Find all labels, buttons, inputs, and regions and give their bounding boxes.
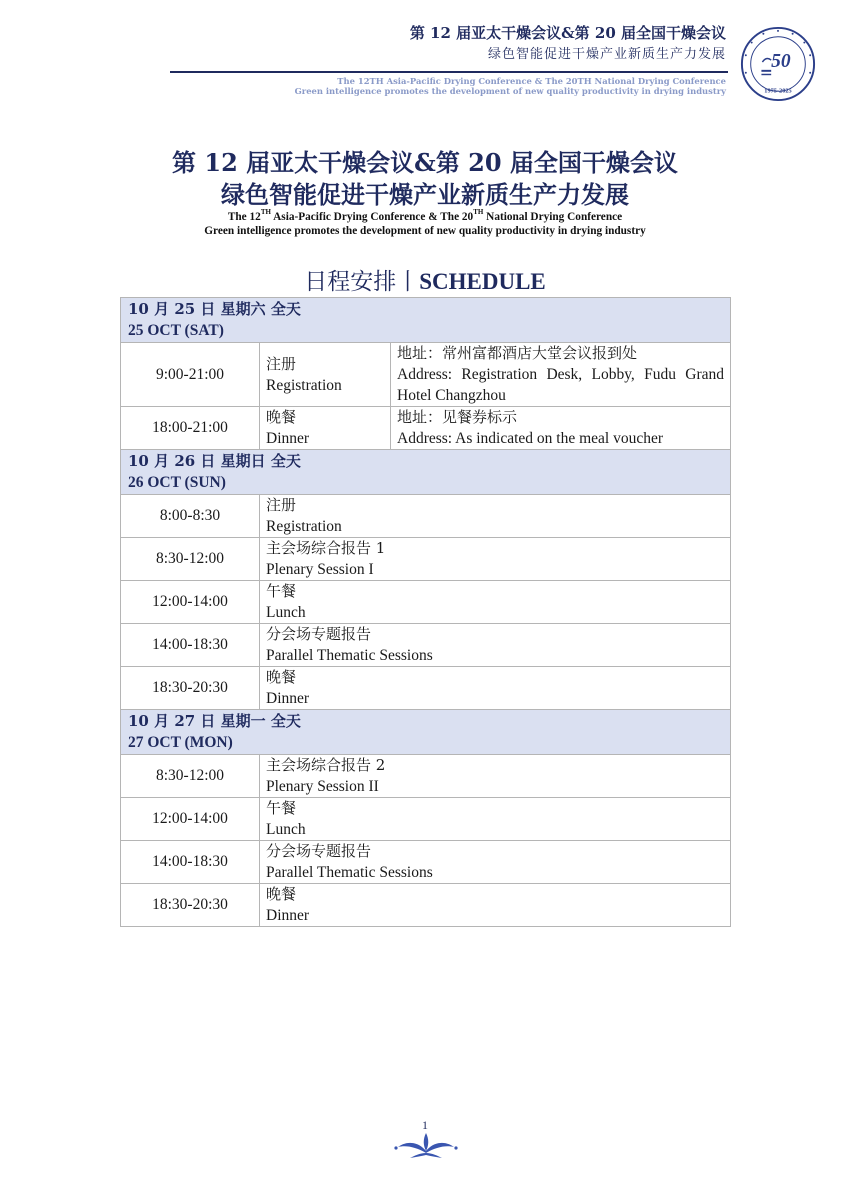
table-row	[121, 624, 731, 667]
page-number: 1	[422, 1118, 428, 1132]
table-row	[121, 841, 731, 884]
session-activity: 主会场综合报告 2 Plenary Session II	[260, 755, 731, 798]
day-header-row	[121, 710, 731, 755]
session-activity: 主会场综合报告 1 Plenary Session I	[260, 538, 731, 581]
title-cn-line1: 第 12 届亚太干燥会议&第 20 届全国干燥会议	[172, 148, 678, 177]
session-activity: 晚餐 Dinner	[260, 667, 731, 710]
day-header: 10 月 26 日 星期日 全天 26 OCT (SUN)	[121, 450, 731, 495]
table-row	[121, 495, 731, 538]
session-time: 18:30-20:30	[121, 884, 260, 927]
day-header-row	[121, 298, 731, 343]
header-rule	[170, 71, 728, 73]
logo-years: 1975-2025	[764, 87, 792, 95]
session-activity: 晚餐 Dinner	[260, 884, 731, 927]
session-time: 8:00-8:30	[121, 495, 260, 538]
table-row	[121, 343, 731, 407]
session-time: 14:00-18:30	[121, 624, 260, 667]
table-row	[121, 407, 731, 450]
schedule-table	[120, 297, 731, 927]
header-subtitle-cn: 绿色智能促进干燥产业新质生产力发展	[487, 47, 726, 62]
session-time: 12:00-14:00	[121, 581, 260, 624]
session-time: 9:00-21:00	[121, 343, 260, 407]
session-time: 18:30-20:30	[121, 667, 260, 710]
session-activity: 分会场专题报告 Parallel Thematic Sessions	[260, 624, 731, 667]
table-row	[121, 884, 731, 927]
title-cn-line2: 绿色智能促进干燥产业新质生产力发展	[221, 180, 629, 209]
session-activity: 午餐 Lunch	[260, 581, 731, 624]
session-activity: 午餐 Lunch	[260, 798, 731, 841]
session-time: 8:30-12:00	[121, 538, 260, 581]
session-activity: 晚餐 Dinner	[260, 407, 391, 450]
title-en-line2: Green intelligence promotes the development of new quality productivity in drying industry	[204, 225, 646, 237]
day-header: 10 月 27 日 星期一 全天 27 OCT (MON)	[121, 710, 731, 755]
session-time: 8:30-12:00	[121, 755, 260, 798]
day-header-row	[121, 450, 731, 495]
session-address: 地址：常州富都酒店大堂会议报到处 Address: Registration Desk, Lobby, Fudu Grand Hotel Changzhou	[391, 343, 731, 407]
header-title-en: The 12TH Asia-Pacific Drying Conference & The 20TH National Drying Conference	[337, 76, 726, 86]
schedule-heading: 日程安排丨SCHEDULE	[304, 269, 546, 295]
session-activity: 注册 Registration	[260, 343, 391, 407]
session-activity: 注册 Registration	[260, 495, 731, 538]
session-activity: 分会场专题报告 Parallel Thematic Sessions	[260, 841, 731, 884]
conference-logo	[739, 25, 817, 103]
header-title-cn: 第 12 届亚太干燥会议&第 20 届全国干燥会议	[409, 24, 726, 42]
logo-number: 50	[771, 50, 791, 72]
header-subtitle-en: Green intelligence promotes the development of new quality productivity in drying industry	[294, 86, 726, 96]
table-row	[121, 667, 731, 710]
session-time: 12:00-14:00	[121, 798, 260, 841]
table-row	[121, 798, 731, 841]
table-row	[121, 538, 731, 581]
session-address: 地址：见餐券标示 Address: As indicated on the meal voucher	[391, 407, 731, 450]
session-time: 18:00-21:00	[121, 407, 260, 450]
day-header: 10 月 25 日 星期六 全天 25 OCT (SAT)	[121, 298, 731, 343]
session-time: 14:00-18:30	[121, 841, 260, 884]
title-en-line1: The 12TH Asia-Pacific Drying Conference & The 20TH National Drying Conference	[227, 208, 623, 223]
floral-ornament-icon	[392, 1129, 460, 1159]
table-row	[121, 755, 731, 798]
table-row	[121, 581, 731, 624]
